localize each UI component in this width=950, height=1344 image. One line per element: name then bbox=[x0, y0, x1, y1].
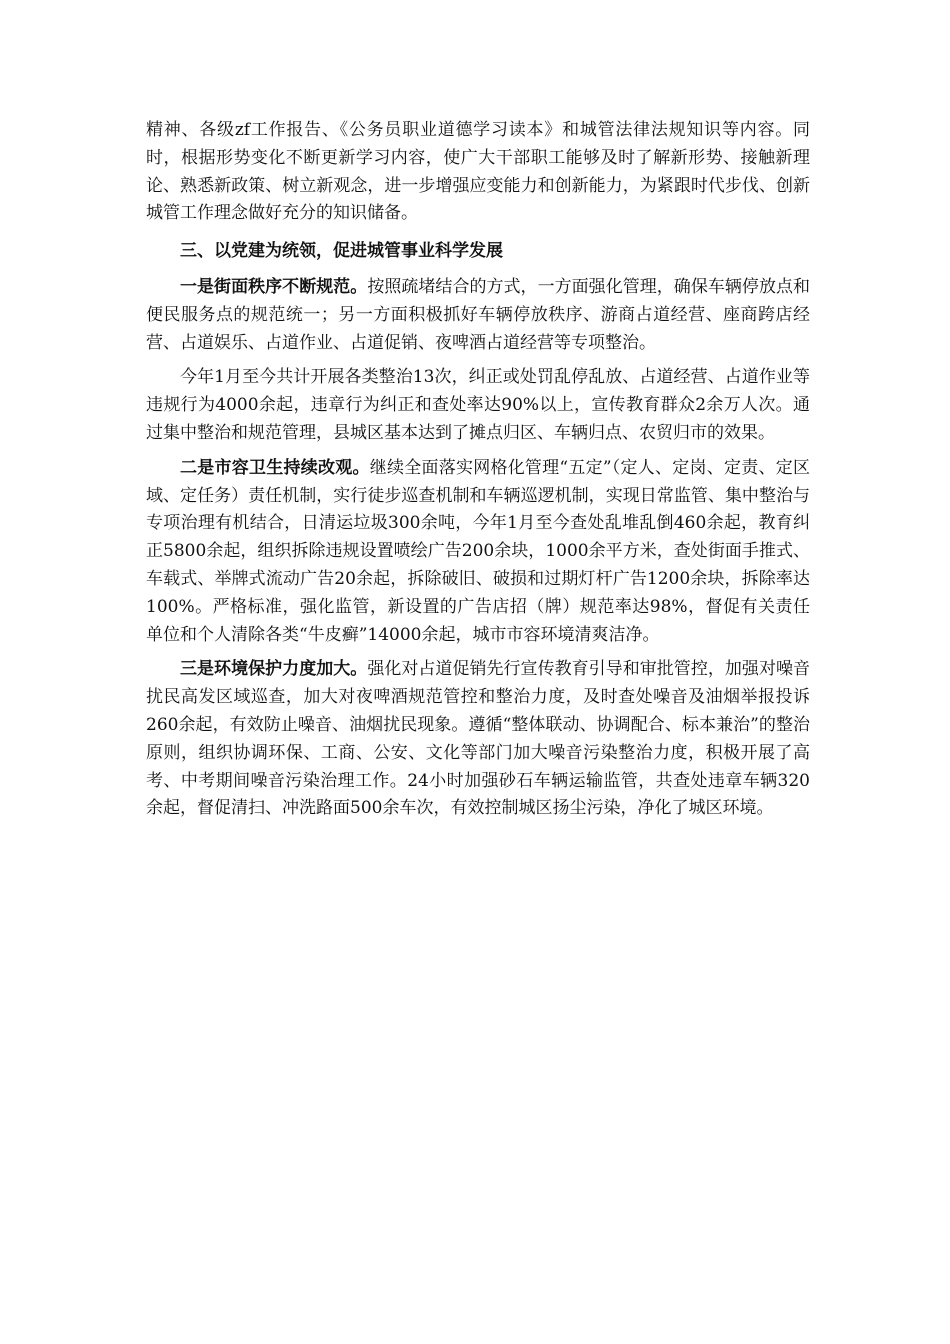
document-body bbox=[146, 117, 810, 823]
paragraph-street-results bbox=[146, 364, 810, 447]
intro-paragraph: 精神、各级zf工作报告、《公务员职业道德学习读本》和城管法律法规知识等内容。同时，根据形势变化不断更新学习内容，使广大干部职工能够及时了解新形势、接触新理论、熟悉新政策、树立新观念，进一步增强应变能力和创新能力，为紧跟时代步伐、创新城管工作理念做好充分的知识储备。 bbox=[146, 120, 810, 224]
paragraph-street-order bbox=[146, 274, 810, 357]
paragraph-environment bbox=[146, 656, 810, 823]
section-heading: 三、以党建为统领，促进城管事业科学发展 bbox=[180, 241, 503, 262]
paragraph-lead: 三是环境保护力度加大。 bbox=[180, 659, 368, 680]
paragraph-body: 今年1月至今共计开展各类整治13次，纠正或处罚乱停乱放、占道经营、占道作业等违规行为4000余起，违章行为纠正和查处率达90%以上，宣传教育群众2余万人次。通过集中整治和规范管理，县城区基本达到了摊点归区、车辆归点、农贸归市的效果。 bbox=[146, 367, 810, 443]
paragraph-body: 强化对占道促销先行宣传教育引导和审批管控，加强对噪音扰民高发区域巡查，加大对夜啤酒规范管控和整治力度，及时查处噪音及油烟举报投诉260余起，有效防止噪音、油烟扰民现象。遵循“整体联动、协调配合、标本兼治”的整治原则，组织协调环保、工商、公安、文化等部门加大噪音污染整治力度，积极开展了高考、中考期间噪音污染治理工作。24小时加强砂石车辆运输监管，共查处违章车辆320余起，督促清扫、冲洗路面500余车次，有效控制城区扬尘污染，净化了城区环境。 bbox=[146, 659, 811, 819]
paragraph-body: 按照疏堵结合的方式，一方面强化管理，确保车辆停放点和便民服务点的规范统一；另一方面积极抓好车辆停放秩序、游商占道经营、座商跨店经营、占道娱乐、占道作业、占道促销、夜啤酒占道经营等专项整治。 bbox=[146, 276, 811, 353]
paragraph-body: 继续全面落实网格化管理“五定”（定人、定岗、定责、定区域、定任务）责任机制，实行徒步巡查机制和车辆巡逻机制，实现日常监管、集中整治与专项治理有机结合，日清运垃圾300余吨，今年1月至今查处乱堆乱倒460余起，教育纠正5800余起，组织拆除违规设置喷绘广告200余块，1000余平方米，查处街面手推式、车载式、举牌式流动广告20余起，拆除破旧、破损和过期灯杆广告1200余块，拆除率达100%。严格标准，强化监管，新设置的广告店招（牌）规范率达98%，督促有关责任单位和个人清除各类“牛皮癣”14000余起，城市市容环境清爽洁净。 bbox=[146, 457, 811, 645]
paragraph-lead: 二是市容卫生持续改观。 bbox=[180, 457, 370, 478]
paragraph-city-sanitation bbox=[146, 455, 810, 650]
paragraph-lead: 一是街面秩序不断规范。 bbox=[180, 276, 368, 297]
